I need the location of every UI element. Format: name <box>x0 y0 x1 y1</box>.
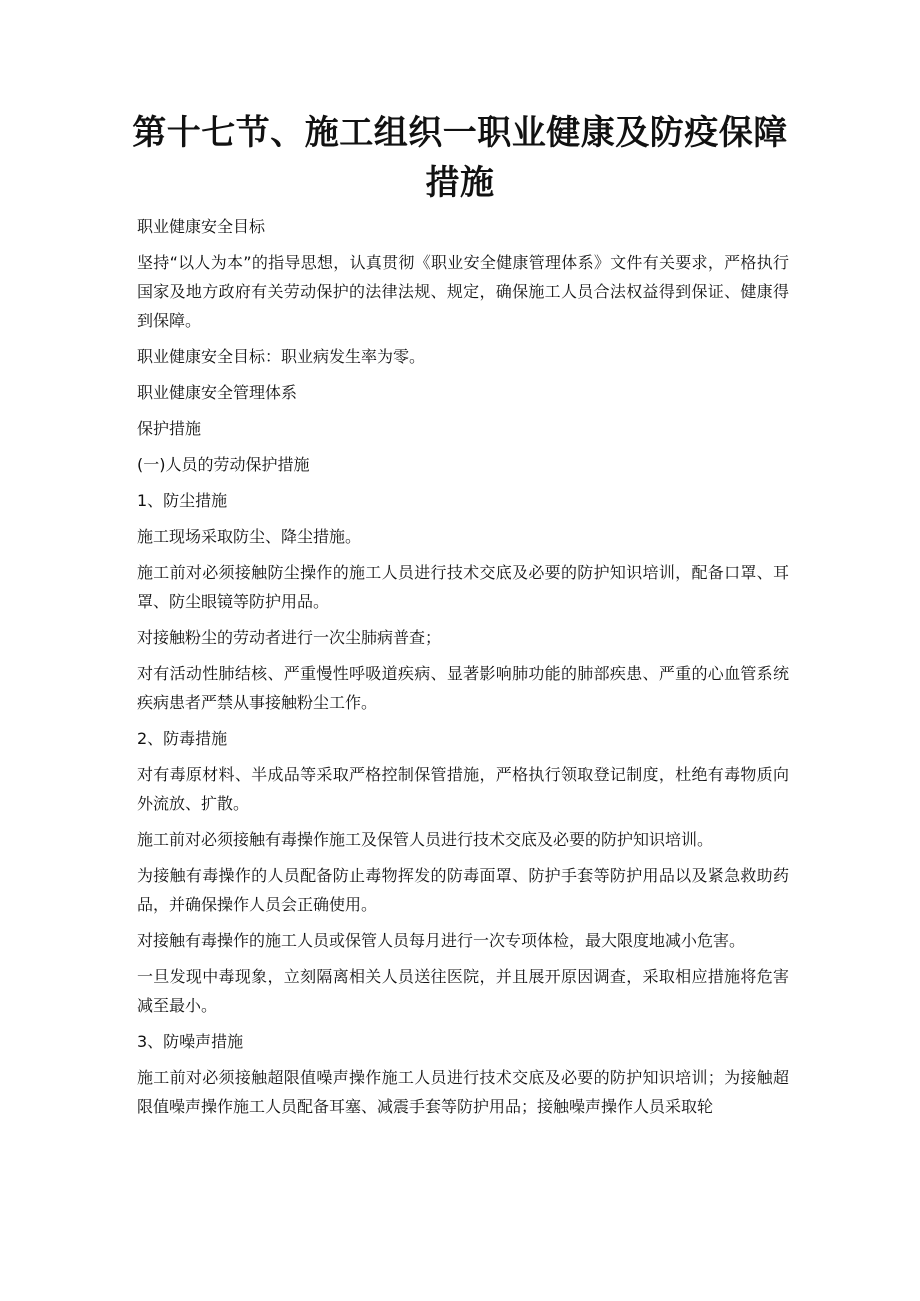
paragraph: 对有活动性肺结核、严重慢性呼吸道疾病、显著影响肺功能的肺部疾患、严重的心血管系统疾病患者严禁从事接触粉尘工作。 <box>137 664 789 712</box>
subsection-heading: 3、防噪声措施 <box>137 1032 244 1051</box>
paragraph: 为接触有毒操作的人员配备防止毒物挥发的防毒面罩、防护手套等防护用品以及紧急救助药品，并确保操作人员会正确使用。 <box>137 866 789 914</box>
paragraph: 一旦发现中毒现象，立刻隔离相关人员送往医院，并且展开原因调查，采取相应措施将危害减至最小。 <box>137 967 789 1015</box>
paragraph: 施工前对必须接触有毒操作施工及保管人员进行技术交底及必要的防护知识培训。 <box>137 830 714 849</box>
document-body <box>137 212 789 1128</box>
subsection-heading: 2、防毒措施 <box>137 729 228 748</box>
subsection-heading: (一)人员的劳动保护措施 <box>137 455 310 474</box>
section-heading: 职业健康安全管理体系 <box>137 383 298 402</box>
subsection-heading: 1、防尘措施 <box>137 491 228 510</box>
section-heading: 保护措施 <box>137 419 202 438</box>
paragraph: 坚持“以人为本”的指导思想，认真贯彻《职业安全健康管理体系》文件有关要求，严格执行国家及地方政府有关劳动保护的法律法规、规定，确保施工人员合法权益得到保证、健康得到保障。 <box>137 253 789 330</box>
paragraph: 对接触粉尘的劳动者进行一次尘肺病普查； <box>137 628 442 647</box>
title-line-1: 第十七节、施工组织一职业健康及防疫保障 <box>132 113 788 153</box>
section-heading: 职业健康安全目标 <box>137 217 266 236</box>
title-line-2: 措施 <box>425 163 495 203</box>
paragraph: 施工前对必须接触超限值噪声操作施工人员进行技术交底及必要的防护知识培训；为接触超限值噪声操作施工人员配备耳塞、减震手套等防护用品；接触噪声操作人员采取轮 <box>137 1068 789 1116</box>
paragraph: 对有毒原材料、半成品等采取严格控制保管措施，严格执行领取登记制度，杜绝有毒物质向外流放、扩散。 <box>137 765 789 813</box>
paragraph: 对接触有毒操作的施工人员或保管人员每月进行一次专项体检，最大限度地减小危害。 <box>137 931 746 950</box>
document-title <box>100 108 820 208</box>
paragraph: 职业健康安全目标：职业病发生率为零。 <box>137 347 426 366</box>
paragraph: 施工前对必须接触防尘操作的施工人员进行技术交底及必要的防护知识培训，配备口罩、耳罩、防尘眼镜等防护用品。 <box>137 563 789 611</box>
paragraph: 施工现场采取防尘、降尘措施。 <box>137 527 362 546</box>
